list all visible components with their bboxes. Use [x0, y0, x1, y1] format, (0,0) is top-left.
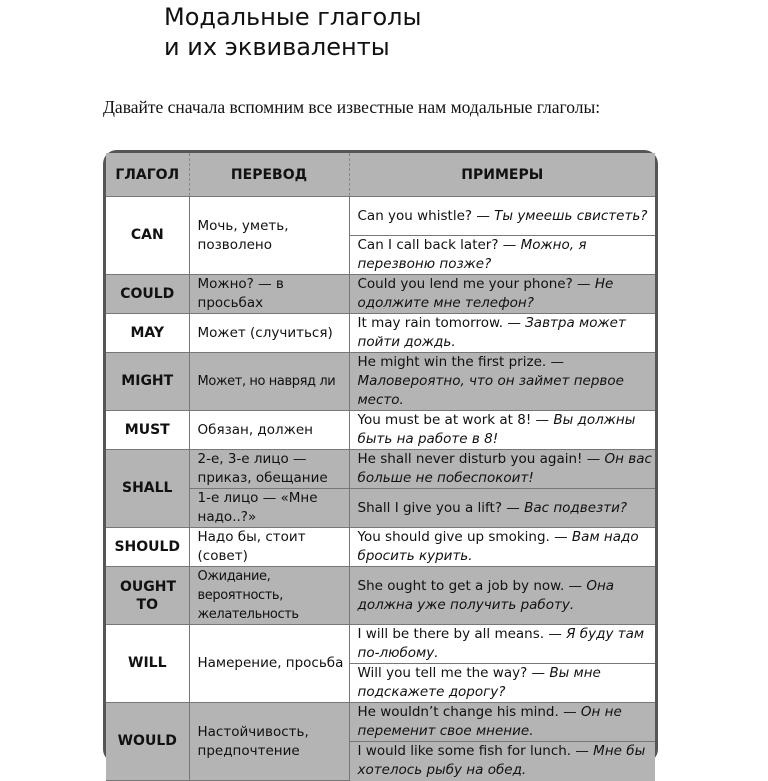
verb-cell: SHOULD [106, 528, 189, 567]
translation-cell: 2-е, 3-е лицо — приказ, обещание [189, 450, 349, 489]
translation-cell: Мочь, уметь, позволено [189, 197, 349, 275]
table-row [106, 353, 655, 411]
translation-cell: Намерение, просьба [189, 625, 349, 703]
title-line-1: Модальные глаголы [164, 3, 422, 31]
example-cell: I will be there by all means. — Я буду там по-любому. [349, 625, 655, 664]
header-verb: ГЛАГОЛ [106, 153, 189, 197]
verb-cell: MAY [106, 314, 189, 353]
verb-cell: MIGHT [106, 353, 189, 411]
verb-cell: WOULD [106, 703, 189, 781]
table-row [106, 567, 655, 625]
table-row [106, 314, 655, 353]
table-row [106, 703, 655, 742]
example-cell: I would like some fish for lunch. — Мне бы хотелось рыбу на обед. [349, 742, 655, 781]
table-row [106, 528, 655, 567]
example-cell: Can I call back later? — Можно, я перезвоню позже? [349, 236, 655, 275]
example-cell: He shall never disturb you again! — Он вас больше не побеспокоит! [349, 450, 655, 489]
example-cell: He wouldn’t change his mind. — Он не переменит свое мнение. [349, 703, 655, 742]
example-cell: Shall I give you a lift? — Вас подвезти? [349, 489, 655, 528]
verb-cell: MUST [106, 411, 189, 450]
example-cell: Could you lend me your phone? — Не одолжите мне телефон? [349, 275, 655, 314]
example-cell: Will you tell me the way? — Вы мне подскажете дорогу? [349, 664, 655, 703]
translation-cell: Можно? — в просьбах [189, 275, 349, 314]
example-cell: You must be at work at 8! — Вы должны быть на работе в 8! [349, 411, 655, 450]
table-row [106, 275, 655, 314]
header-translation: ПЕРЕВОД [189, 153, 349, 197]
verb-cell: COULD [106, 275, 189, 314]
translation-cell: Может, но навряд ли [189, 353, 349, 411]
example-cell: It may rain tomorrow. — Завтра может пойти дождь. [349, 314, 655, 353]
translation-cell: Ожидание, вероятность, желательность [189, 567, 349, 625]
verb-cell: CAN [106, 197, 189, 275]
verb-cell: WILL [106, 625, 189, 703]
header-examples: ПРИМЕРЫ [349, 153, 655, 197]
example-cell: She ought to get a job by now. — Она должна уже получить работу. [349, 567, 655, 625]
table-row [106, 197, 655, 236]
table-row [106, 411, 655, 450]
example-cell: He might win the first prize. — Маловероятно, что он займет первое место. [349, 353, 655, 411]
title-line-2: и их эквиваленты [164, 33, 390, 61]
translation-cell: 1-е лицо — «Мне надо..?» [189, 489, 349, 528]
translation-cell: Обязан, должен [189, 411, 349, 450]
translation-cell: Может (случиться) [189, 314, 349, 353]
table-header-row [106, 153, 655, 197]
table-row [106, 625, 655, 664]
table-row [106, 489, 655, 528]
verb-cell: SHALL [106, 450, 189, 528]
verb-cell: OUGHT TO [106, 567, 189, 625]
intro-paragraph: Давайте сначала вспомним все известные нам модальные глаголы: [103, 97, 601, 117]
example-cell: You should give up smoking. — Вам надо бросить курить. [349, 528, 655, 567]
translation-cell: Надо бы, стоит (совет) [189, 528, 349, 567]
table-row [106, 450, 655, 489]
modal-verbs-table [103, 150, 658, 779]
example-cell: Can you whistle? — Ты умеешь свистеть? [349, 197, 655, 236]
page-title [164, 2, 421, 62]
translation-cell: Настойчивость, предпочтение [189, 703, 349, 781]
